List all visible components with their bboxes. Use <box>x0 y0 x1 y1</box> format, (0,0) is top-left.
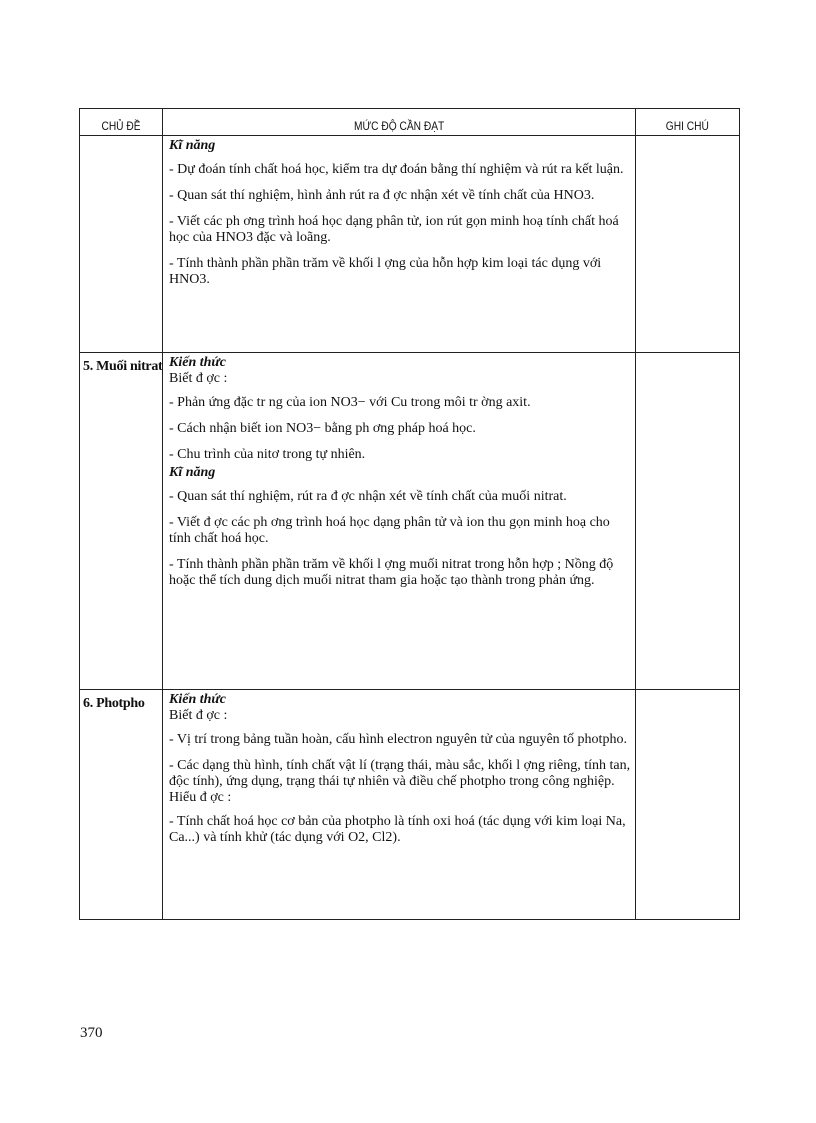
curriculum-table <box>79 108 740 920</box>
list-item: - Dự đoán tính chất hoá học, kiểm tra dự đoán bằng thí nghiệm và rút ra kết luận. <box>169 162 624 177</box>
header-requirements: MỨC ĐỘ CẦN ĐẠT <box>163 109 636 136</box>
topic-cell: 5. Muối nitrat <box>80 353 163 690</box>
page-number: 370 <box>80 1025 103 1041</box>
know-label: Biết đ ợc : <box>169 371 228 386</box>
knowledge-heading: Kiến thức <box>169 692 227 707</box>
list-item: - Tính chất hoá học cơ bản của photpho là tính oxi hoá (tác dụng với kim loại Na, Ca...) và tính khử (tác dụng với O2, Cl2). <box>169 814 626 845</box>
list-item: - Quan sát thí nghiệm, hình ảnh rút ra đ ợc nhận xét về tính chất của HNO3. <box>169 188 595 203</box>
requirements-cell <box>163 690 636 920</box>
table-row <box>80 690 740 920</box>
knowledge-heading: Kiến thức <box>169 355 227 370</box>
list-item: - Tính thành phần phần trăm về khối l ợng của hỗn hợp kim loại tác dụng với HNO3. <box>169 256 602 287</box>
notes-cell <box>636 353 740 690</box>
table-row <box>80 136 740 353</box>
know-label: Biết đ ợc : <box>169 708 228 723</box>
list-item: - Quan sát thí nghiệm, rút ra đ ợc nhận xét về tính chất của muối nitrat. <box>169 489 567 504</box>
list-item: - Các dạng thù hình, tính chất vật lí (trạng thái, màu sắc, khối l ợng riêng, tính tan, độc tính), ứng dụng, trạng thái tự nhiên và điều chế photpho trong công nghiệp. <box>169 758 631 789</box>
header-topic: CHỦ ĐỀ <box>80 109 163 136</box>
list-item: - Phản ứng đặc tr ng của ion NO3− với Cu trong môi tr ờng axit. <box>169 395 531 410</box>
list-item: - Viết đ ợc các ph ơng trình hoá học dạng phân tử và ion thu gọn minh hoạ cho tính chất hoá học. <box>169 515 610 546</box>
notes-cell <box>636 136 740 353</box>
table-header-row <box>80 109 740 136</box>
list-item: - Viết các ph ơng trình hoá học dạng phân tử, ion rút gọn minh hoạ tính chất hoá học của HNO3 đặc và loãng. <box>169 214 619 245</box>
topic-cell <box>80 136 163 353</box>
understand-label: Hiểu đ ợc : <box>169 790 232 805</box>
skills-heading: Kĩ năng <box>169 465 216 480</box>
list-item: - Chu trình của nitơ trong tự nhiên. <box>169 447 366 462</box>
table-row <box>80 353 740 690</box>
header-notes: GHI CHÚ <box>636 109 740 136</box>
topic-cell: 6. Photpho <box>80 690 163 920</box>
notes-cell <box>636 690 740 920</box>
requirements-cell <box>163 353 636 690</box>
skills-heading: Kĩ năng <box>169 138 216 153</box>
requirements-cell <box>163 136 636 353</box>
list-item: - Cách nhận biết ion NO3− bằng ph ơng pháp hoá học. <box>169 421 476 436</box>
list-item: - Vị trí trong bảng tuần hoàn, cấu hình electron nguyên tử của nguyên tố photpho. <box>169 732 627 747</box>
list-item: - Tính thành phần phần trăm về khối l ợng muối nitrat trong hỗn hợp ; Nồng độ hoặc thể tích dung dịch muối nitrat tham gia hoặc tạo thành trong phản ứng. <box>169 557 614 588</box>
